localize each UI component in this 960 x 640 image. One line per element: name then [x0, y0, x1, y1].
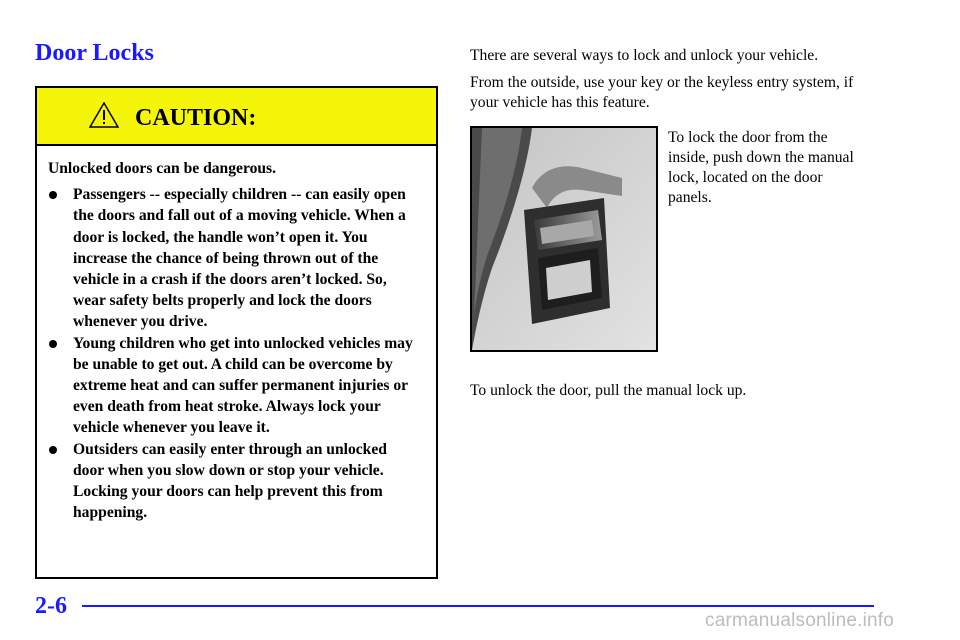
caution-item: [48, 333, 413, 439]
caution-header: [37, 88, 436, 146]
manual-lock-photo: [470, 126, 658, 352]
caution-label: CAUTION:: [135, 105, 257, 131]
section-title: Door Locks: [35, 40, 154, 66]
footer-rule: [82, 605, 874, 607]
watermark: carmanualsonline.info: [705, 610, 895, 631]
caution-item: [48, 184, 413, 332]
caution-item-text: Young children who get into unlocked vehicles may be unable to get out. A child can be overcome by extreme heat and can suffer permanent injuries or even death from heat stroke. Always lock your vehicle whenever you leave it.: [73, 334, 413, 437]
caution-body: [37, 146, 436, 523]
warning-triangle-icon: [89, 102, 119, 128]
paragraph-outside: From the outside, use your key or the keyless entry system, if your vehicle has this feature.: [470, 74, 854, 111]
caution-list: [48, 184, 436, 523]
bullet-icon: [49, 340, 57, 348]
caution-item-text: Passengers -- especially children -- can easily open the doors and fall out of a moving vehicle. When a door is locked, the handle won’t open it. You increase the chance of being thrown out of the vehicle in a crash if the doors aren’t locked. So, wear safety belts properly and lock the doors whenever you drive.: [73, 186, 406, 331]
caution-box: [35, 86, 438, 579]
bullet-icon: [49, 446, 57, 454]
caution-item: [48, 439, 413, 524]
caution-intro: Unlocked doors can be dangerous.: [48, 160, 277, 177]
bullet-icon: [49, 191, 57, 199]
page-number: 2-6: [35, 593, 67, 619]
manual-lock-illustration-icon: [472, 128, 656, 350]
paragraph-lock-inside: To lock the door from the inside, push down the manual lock, located on the door panels.: [668, 129, 854, 206]
paragraph-unlock: To unlock the door, pull the manual lock up.: [470, 382, 747, 399]
caution-item-text: Outsiders can easily enter through an unlocked door when you slow down or stop your vehicle. Locking your doors can help prevent this from happening.: [73, 440, 387, 522]
paragraph-ways-to-lock: There are several ways to lock and unlock your vehicle.: [470, 47, 819, 64]
